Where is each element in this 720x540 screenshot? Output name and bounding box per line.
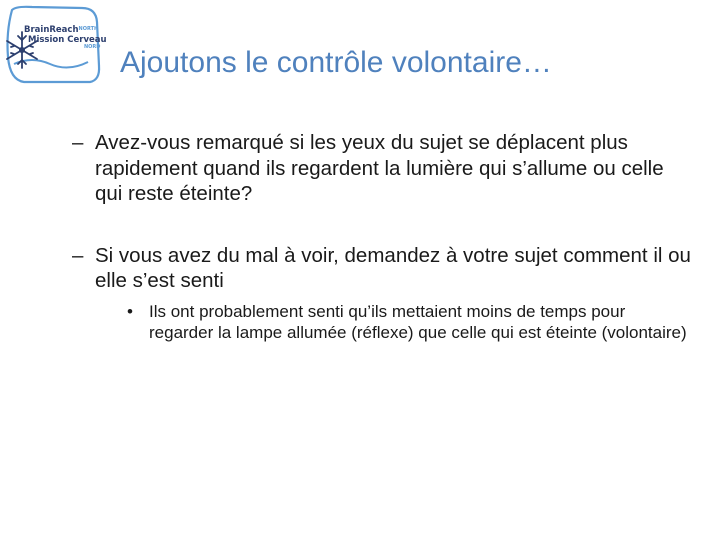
sub-bullet-text: Ils ont probablement senti qu’ils mettaient moins de temps pour regarder la lampe allumée (réflexe) que celle qui est éteinte (volontaire) bbox=[149, 301, 687, 342]
logo-line-2: Mission Cerveau bbox=[28, 34, 107, 45]
bullet-text: Avez-vous remarqué si les yeux du sujet se déplacent plus rapidement quand ils regardent la lumière qui s’allume ou celle qui reste éteinte? bbox=[95, 131, 664, 205]
bullet-text: Si vous avez du mal à voir, demandez à votre sujet comment il ou elle s’est senti bbox=[95, 243, 691, 292]
sub-bullet-item bbox=[127, 301, 692, 343]
bullet-dot-marker: • bbox=[127, 301, 133, 321]
logo-accent: NORTH bbox=[78, 26, 99, 32]
dash-marker: – bbox=[72, 243, 84, 267]
bullet-item bbox=[72, 243, 692, 343]
brainreach-logo bbox=[2, 2, 107, 86]
bullet-item bbox=[72, 130, 692, 207]
bullet-list bbox=[72, 130, 692, 379]
sub-bullet-list bbox=[95, 301, 692, 343]
dash-marker: – bbox=[72, 131, 84, 154]
logo-line-3: NORD bbox=[84, 44, 101, 50]
logo-brand-name: BrainReach bbox=[24, 25, 79, 35]
slide-title: Ajoutons le contrôle volontaire… bbox=[120, 46, 552, 79]
logo-line-1 bbox=[24, 26, 104, 35]
logo-wordmark bbox=[24, 25, 107, 50]
